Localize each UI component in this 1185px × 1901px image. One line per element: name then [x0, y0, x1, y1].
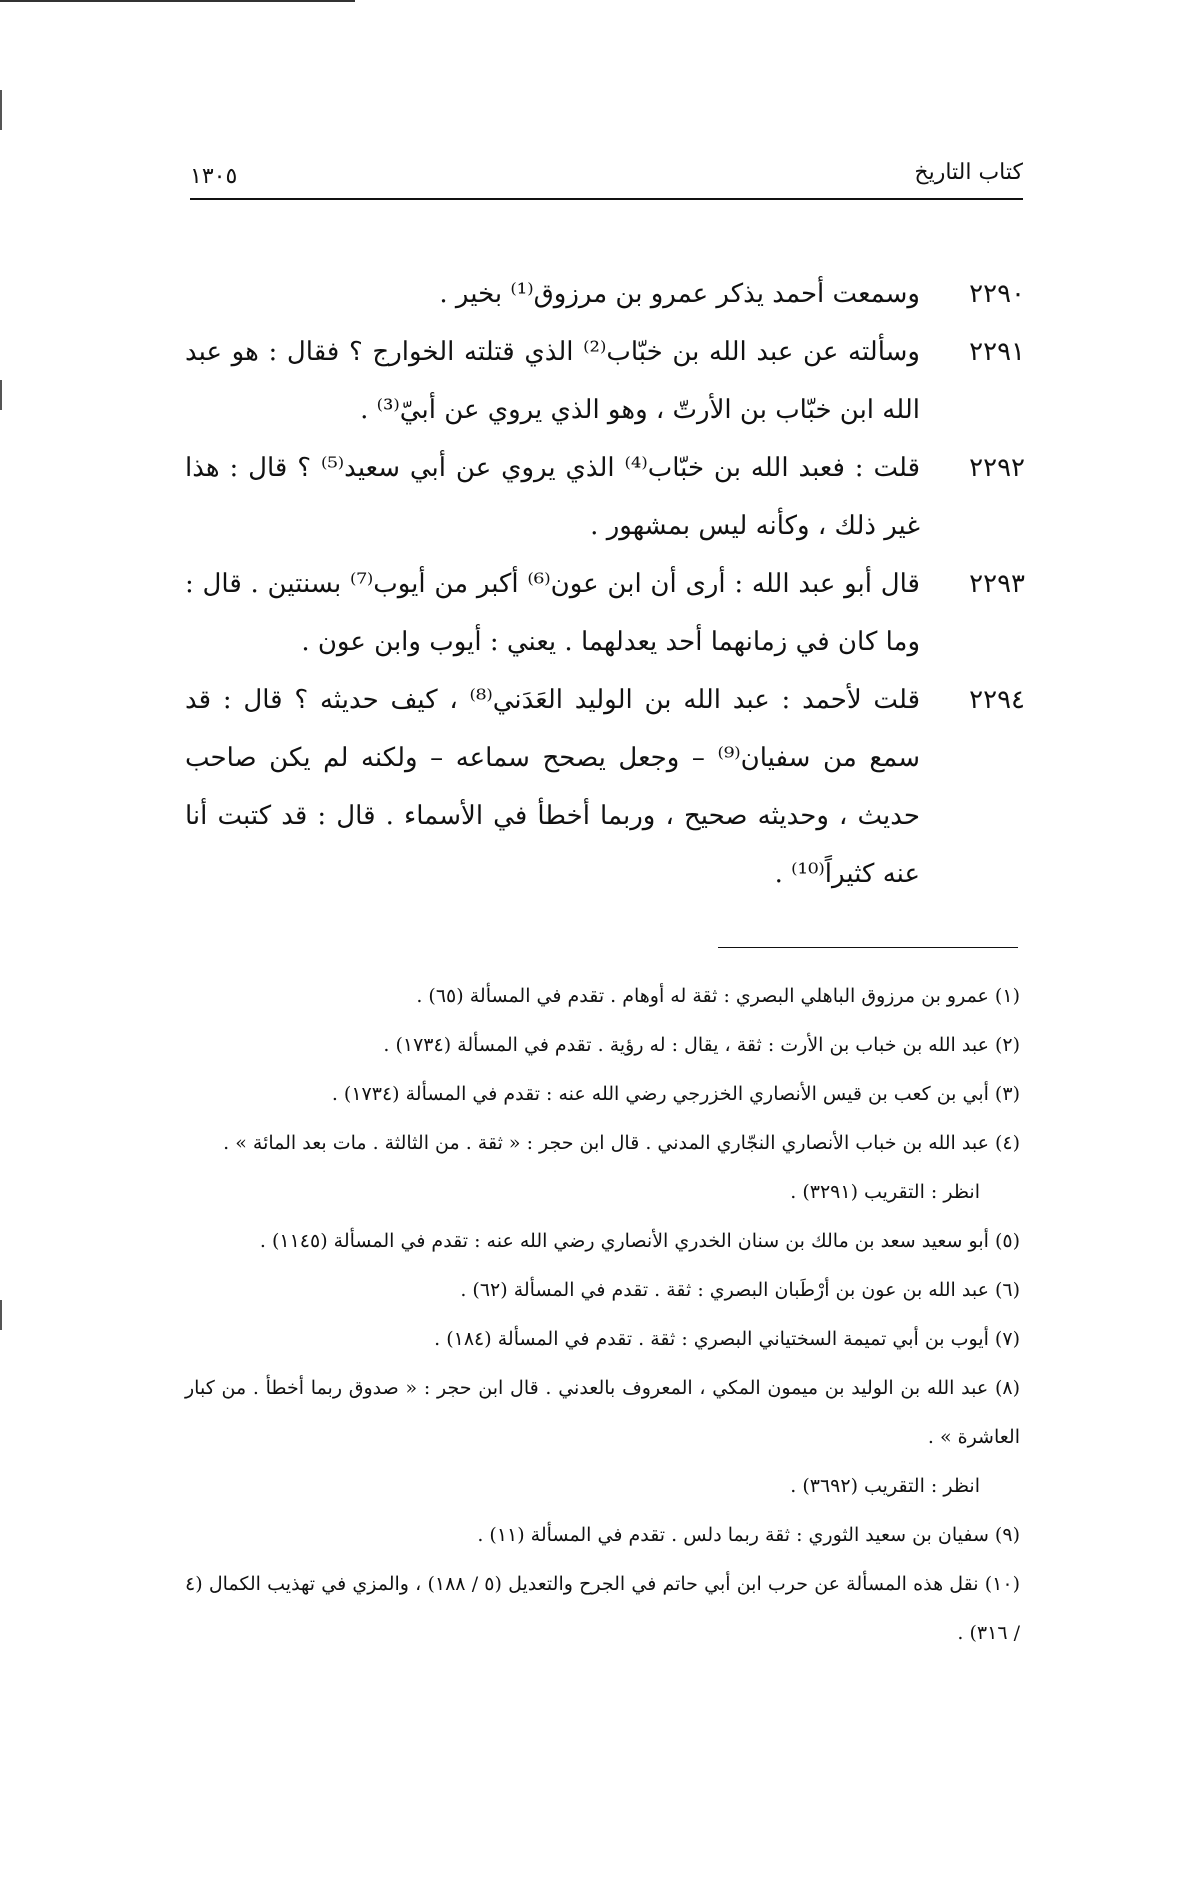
footnote-text: (٧) أيوب بن أبي تميمة السختياني البصري : ثقة . تقدم في المسألة (١٨٤) . — [434, 1328, 1020, 1350]
header-rule — [190, 198, 1023, 200]
running-header — [190, 160, 1023, 198]
footnote — [185, 1119, 1020, 1217]
footnote-text: (٨) عبد الله بن الوليد بن ميمون المكي ، المعروف بالعدني . قال ابن حجر : « صدوق ربما أخطأ . من كبار العاشرة » . — [185, 1377, 1020, 1448]
footnote-separator — [718, 947, 1018, 948]
entry-text: وسمعت أحمد يذكر عمرو بن مرزوق⁽¹⁾ بخير . — [439, 279, 920, 309]
footnote — [185, 1364, 1020, 1511]
main-text — [185, 265, 1025, 903]
entry-number: ٢٢٩٠ — [969, 279, 1025, 309]
entry-text: قلت لأحمد : عبد الله بن الوليد العَدَني⁽⁸⁾ ، كيف حديثه ؟ قال : قد سمع من سفيان⁽⁹⁾ – وجعل يصحح سماعه – ولكنه لم يكن صاحب حديث ، وحديثه صحيح ، وربما أخطأ في الأسماء . قال : قد كتبت أنا عنه كثيراً⁽¹⁰⁾ . — [185, 685, 920, 889]
entry-2292 — [185, 439, 1025, 555]
footnote — [185, 1315, 1020, 1364]
footnote — [185, 1266, 1020, 1315]
footnote-text: (٢) عبد الله بن خباب بن الأرت : ثقة ، يقال : له رؤية . تقدم في المسألة (١٧٣٤) . — [383, 1034, 1020, 1056]
footnote-text: (٦) عبد الله بن عون بن أرْطَبان البصري : ثقة . تقدم في المسألة (٦٢) . — [460, 1279, 1020, 1301]
entry-2294 — [185, 671, 1025, 903]
footnote — [185, 1511, 1020, 1560]
scan-left-edge-mark — [0, 380, 2, 410]
footnote-text: (٣) أبي بن كعب بن قيس الأنصاري الخزرجي رضي الله عنه : تقدم في المسألة (١٧٣٤) . — [331, 1083, 1020, 1105]
footnote-reference: انظر : التقريب (٣٢٩١) . — [790, 1181, 980, 1203]
footnote — [185, 1560, 1020, 1658]
scan-left-edge-mark — [0, 1300, 2, 1330]
footnote-text: (٩) سفيان بن سعيد الثوري : ثقة ربما دلس . تقدم في المسألة (١١) . — [477, 1524, 1020, 1546]
footnote — [185, 1021, 1020, 1070]
footnote-text: (٥) أبو سعيد سعد بن مالك بن سنان الخدري الأنصاري رضي الله عنه : تقدم في المسألة (١١٤٥) . — [259, 1230, 1020, 1252]
entry-number: ٢٢٩٣ — [969, 569, 1025, 599]
entry-2293 — [185, 555, 1025, 671]
entry-text: قلت : فعبد الله بن خبّاب⁽⁴⁾ الذي يروي عن أبي سعيد⁽⁵⁾ ؟ قال : هذا غير ذلك ، وكأنه ليس بمشهور . — [185, 453, 921, 541]
scan-top-edge — [0, 0, 355, 2]
entry-text: وسألته عن عبد الله بن خبّاب⁽²⁾ الذي قتلته الخوارج ؟ فقال : هو عبد الله ابن خبّاب بن الأرتّ ، وهو الذي يروي عن أبيّ⁽³⁾ . — [185, 337, 920, 425]
entry-2291 — [185, 323, 1025, 439]
page-number: ١٣٠٥ — [190, 164, 238, 189]
footnote-text: (٤) عبد الله بن خباب الأنصاري النجّاري المدني . قال ابن حجر : « ثقة . من الثالثة . مات بعد المائة » . — [223, 1132, 1020, 1154]
entry-number: ٢٢٩٤ — [969, 685, 1025, 715]
footnote-reference: انظر : التقريب (٣٦٩٢) . — [790, 1475, 980, 1497]
entry-text: قال أبو عبد الله : أرى أن ابن عون⁽⁶⁾ أكبر من أيوب⁽⁷⁾ بسنتين . قال : وما كان في زمانهما أحد يعدلهما . يعني : أيوب وابن عون . — [185, 569, 920, 657]
footnote-text: (١٠) نقل هذه المسألة عن حرب ابن أبي حاتم في الجرح والتعديل (٥ / ١٨٨) ، والمزي في تهذيب الكمال (٤ / ٣١٦) . — [185, 1573, 1020, 1644]
scan-left-edge-mark — [0, 90, 2, 130]
footnotes — [185, 972, 1020, 1658]
footnote-text: (١) عمرو بن مرزوق الباهلي البصري : ثقة له أوهام . تقدم في المسألة (٦٥) . — [416, 985, 1020, 1007]
entry-number: ٢٢٩٢ — [969, 453, 1025, 483]
entry-2290 — [185, 265, 1025, 323]
entry-number: ٢٢٩١ — [969, 337, 1025, 367]
footnote — [185, 1070, 1020, 1119]
footnote — [185, 972, 1020, 1021]
book-title: كتاب التاريخ — [914, 160, 1023, 185]
footnote — [185, 1217, 1020, 1266]
